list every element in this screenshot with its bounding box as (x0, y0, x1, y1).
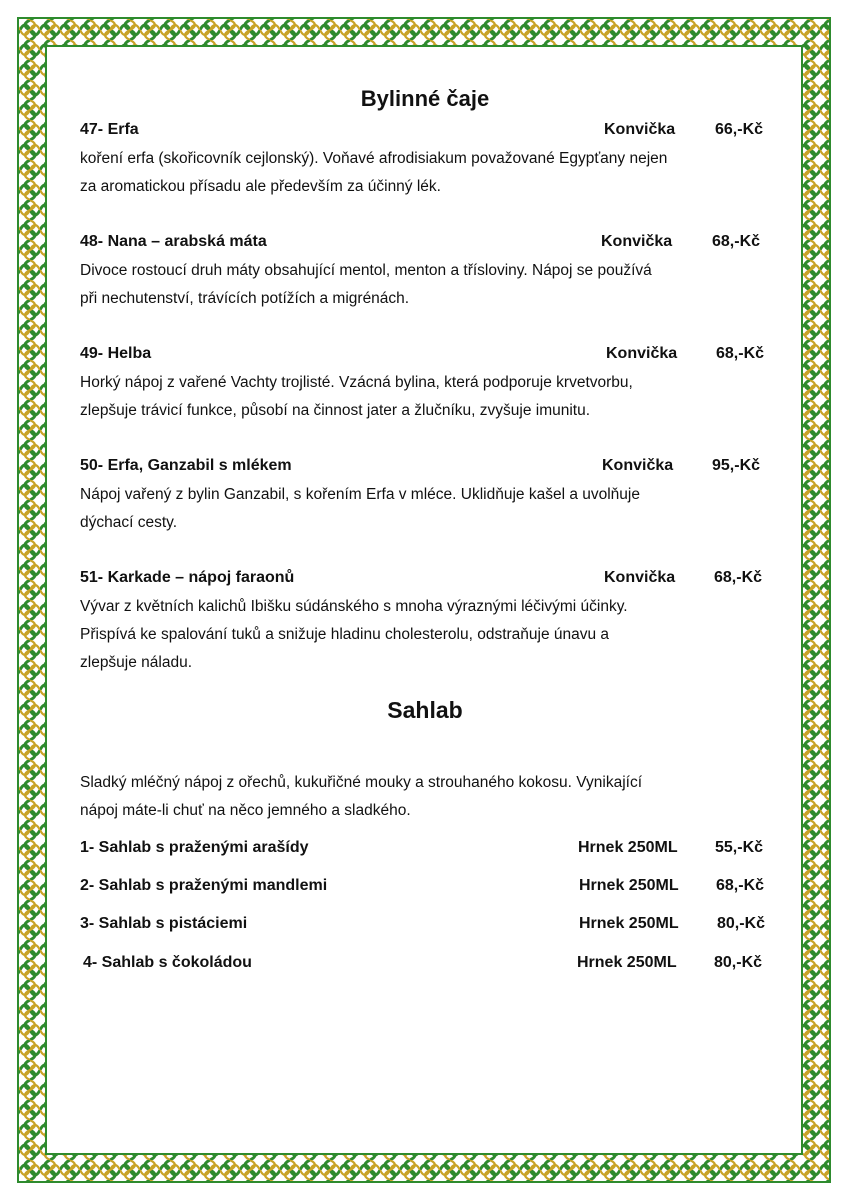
item-unit: Konvička (604, 121, 676, 138)
menu-item-heading (80, 121, 770, 143)
section-intro (80, 769, 780, 825)
item-description (80, 481, 780, 537)
menu-item-row (80, 839, 770, 861)
item-price: 80,-Kč (714, 954, 763, 971)
description-line: dýchací cesty. (80, 514, 178, 531)
item-price: 55,-Kč (715, 839, 764, 856)
item-price: 68,-Kč (716, 345, 765, 362)
item-name: 4- Sahlab s čokoládou (83, 954, 252, 971)
item-name: 49- Helba (80, 345, 152, 362)
item-price: 68,-Kč (716, 877, 765, 894)
item-description (80, 257, 780, 313)
item-name: 3- Sahlab s pistáciemi (80, 915, 248, 932)
item-unit: Hrnek 250ML (577, 954, 677, 971)
item-unit: Konvička (602, 457, 674, 474)
section-title-herbal-teas: Bylinné čaje (360, 86, 490, 111)
item-name: 1- Sahlab s praženými arašídy (80, 839, 309, 856)
item-price: 66,-Kč (715, 121, 764, 138)
item-name: 50- Erfa, Ganzabil s mlékem (80, 457, 292, 474)
item-price: 68,-Kč (712, 233, 761, 250)
description-line: Divoce rostoucí druh máty obsahující mentol, menton a třísloviny. Nápoj se používá (80, 262, 652, 279)
item-price: 80,-Kč (717, 915, 766, 932)
menu-item-row (80, 915, 770, 937)
description-line: Nápoj vařený z bylin Ganzabil, s kořením Erfa v mléce. Uklidňuje kašel a uvolňuje (80, 486, 640, 503)
item-description (80, 145, 780, 201)
item-price: 95,-Kč (712, 457, 761, 474)
menu-item-row (80, 877, 770, 899)
description-line: za aromatickou přísadu ale především za účinný lék. (80, 178, 441, 195)
intro-line: Sladký mléčný nápoj z ořechů, kukuřičné mouky a strouhaného kokosu. Vynikající (80, 774, 643, 791)
item-price: 68,-Kč (714, 569, 763, 586)
item-name: 47- Erfa (80, 121, 139, 138)
intro-line: nápoj máte-li chuť na něco jemného a sladkého. (80, 802, 411, 819)
item-description (80, 593, 780, 677)
description-line: zlepšuje trávicí funkce, působí na činnost jater a žlučníku, zvyšuje imunitu. (80, 402, 591, 419)
menu-item-heading (80, 233, 770, 255)
description-line: Horký nápoj z vařené Vachty trojlisté. Vzácná bylina, která podporuje krvetvorbu, (80, 374, 633, 391)
description-line: zlepšuje náladu. (80, 654, 193, 671)
item-unit: Hrnek 250ML (578, 839, 678, 856)
item-unit: Hrnek 250ML (579, 877, 679, 894)
menu-item-heading (80, 345, 770, 367)
item-unit: Konvička (604, 569, 676, 586)
menu-item-row (83, 954, 773, 976)
section-title-sahlab: Sahlab (387, 697, 463, 723)
description-line: při nechutenství, trávících potížích a migrénách. (80, 290, 410, 307)
menu-item-heading (80, 569, 770, 591)
item-unit: Konvička (601, 233, 673, 250)
item-unit: Hrnek 250ML (579, 915, 679, 932)
item-name: 48- Nana – arabská máta (80, 233, 267, 250)
item-description (80, 369, 780, 425)
menu-item-heading (80, 457, 770, 479)
item-name: 51- Karkade – nápoj faraonů (80, 569, 295, 586)
item-unit: Konvička (606, 345, 678, 362)
item-name: 2- Sahlab s praženými mandlemi (80, 877, 328, 894)
description-line: Vývar z květních kalichů Ibišku súdánského s mnoha výraznými léčivými účinky. (80, 598, 628, 615)
description-line: koření erfa (skořicovník cejlonský). Voňavé afrodisiakum považované Egypťany nejen (80, 150, 668, 167)
description-line: Přispívá ke spalování tuků a snižuje hladinu cholesterolu, odstraňuje únavu a (80, 626, 610, 643)
